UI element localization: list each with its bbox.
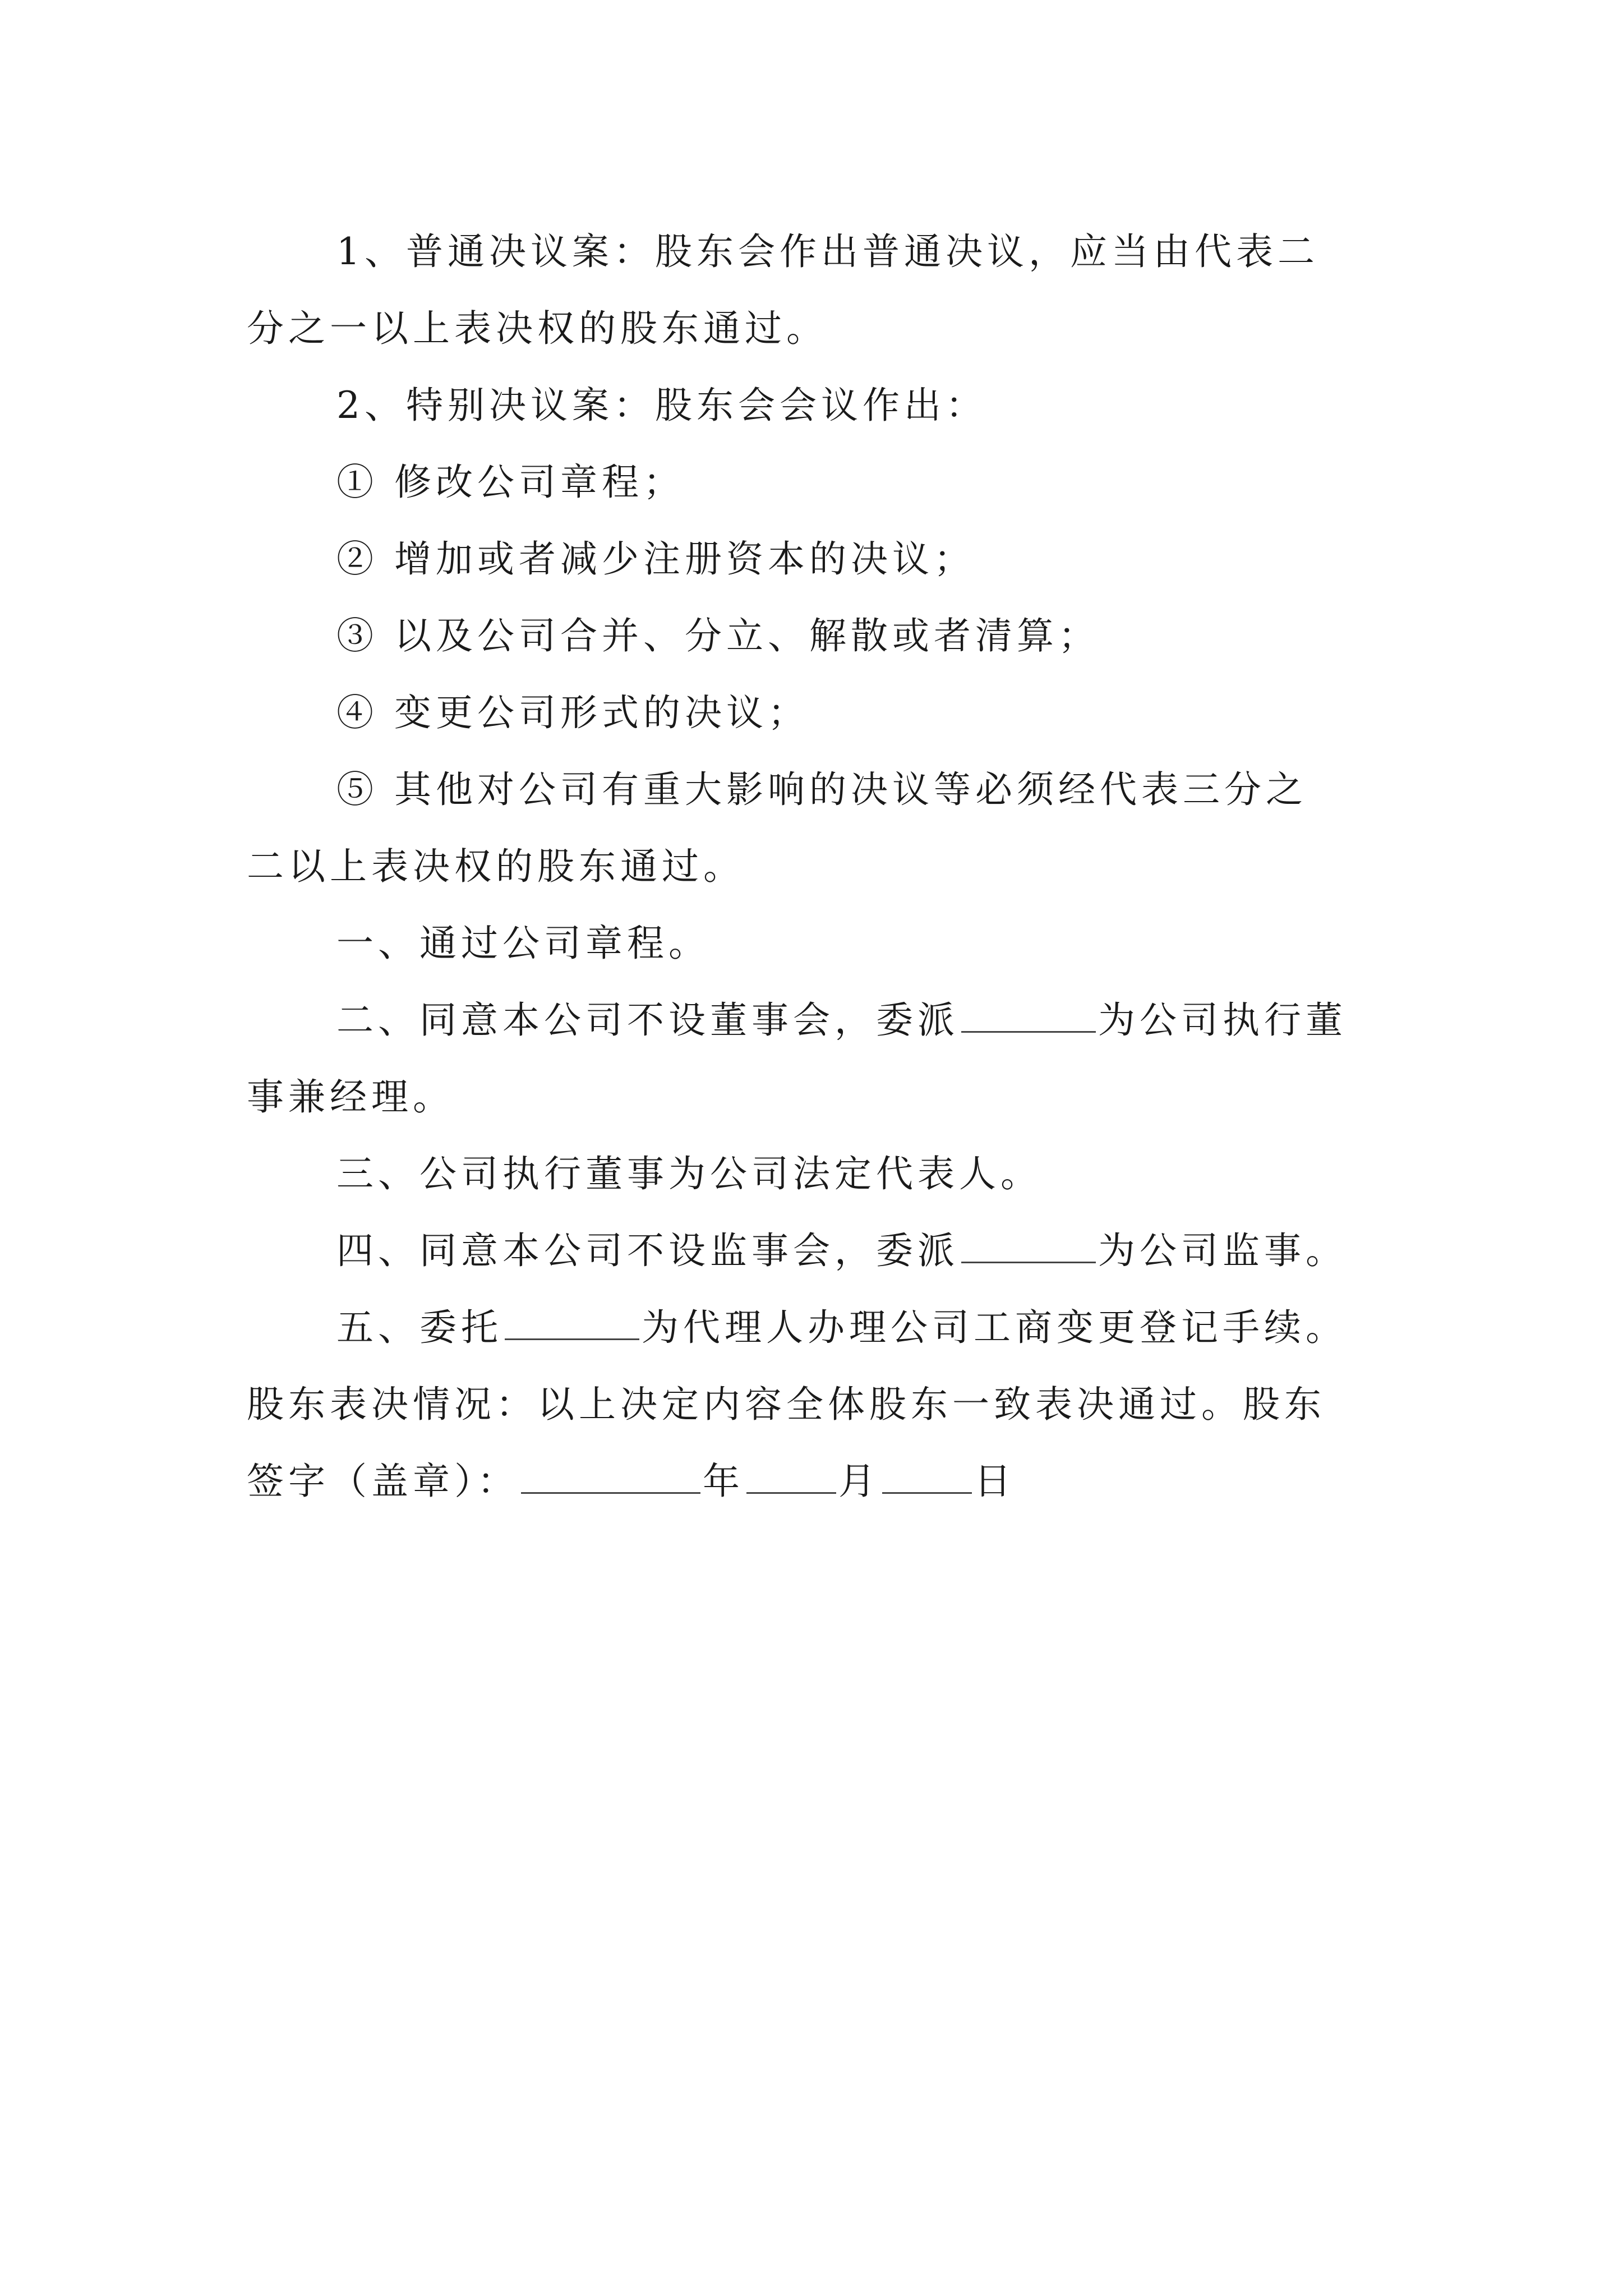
list-item-change-form: ④ 变更公司形式的决议； [336,691,809,734]
month-blank[interactable] [746,1458,836,1494]
paragraph-special-resolution: 2、特别决议案：股东会会议作出： [336,384,987,427]
list-item-other-major-line1: ⑤ 其他对公司有重大影响的决议等必须经代表三分之 [336,768,1307,811]
list-item-merger-dissolution: ③ 以及公司合并、分立、解散或者清算； [336,614,1100,657]
resolution-two-prefix: 二、同意本公司不设董事会，委派 [336,999,959,1042]
resolution-four-prefix: 四、同意本公司不设监事会，委派 [336,1229,959,1272]
resolution-two-line1 [247,982,1413,1059]
day-label: 日 [974,1460,1016,1503]
vote-result-line: 股东表决情况：以上决定内容全体股东一致表决通过。股东 [247,1383,1326,1426]
paragraph-ordinary-resolution-line1: 1、普通决议案：股东会作出普通决议，应当由代表二 [336,230,1319,273]
resolution-three: 三、公司执行董事为公司法定代表人。 [336,1152,1042,1195]
agent-blank[interactable] [505,1305,639,1340]
resolution-one: 一、通过公司章程。 [336,922,710,965]
month-label: 月 [838,1460,880,1503]
resolution-five-prefix: 五、委托 [336,1306,502,1349]
day-blank[interactable] [882,1458,972,1494]
paragraph-ordinary-resolution-line2: 分之一以上表决权的股东通过。 [247,307,828,350]
resolution-four-suffix: 为公司监事。 [1098,1229,1347,1272]
resolution-five [247,1289,1413,1366]
resolution-five-suffix: 为代理人办理公司工商变更登记手续。 [642,1306,1347,1349]
list-item-amend-articles: ① 修改公司章程； [336,461,685,504]
list-item-capital-change: ② 增加或者减少注册资本的决议； [336,537,975,581]
supervisor-blank[interactable] [961,1228,1096,1263]
executive-director-blank[interactable] [961,997,1096,1033]
document-page [247,213,1413,1520]
signature-label: 签字（盖章）： [247,1460,519,1503]
signature-line [247,1443,1413,1520]
list-item-other-major-line2: 二以上表决权的股东通过。 [247,845,745,888]
resolution-four [247,1212,1413,1289]
resolution-two-suffix: 为公司执行董 [1098,999,1347,1042]
resolution-two-line2: 事兼经理。 [247,1075,454,1119]
signature-blank[interactable] [521,1458,700,1494]
year-label: 年 [703,1460,744,1503]
